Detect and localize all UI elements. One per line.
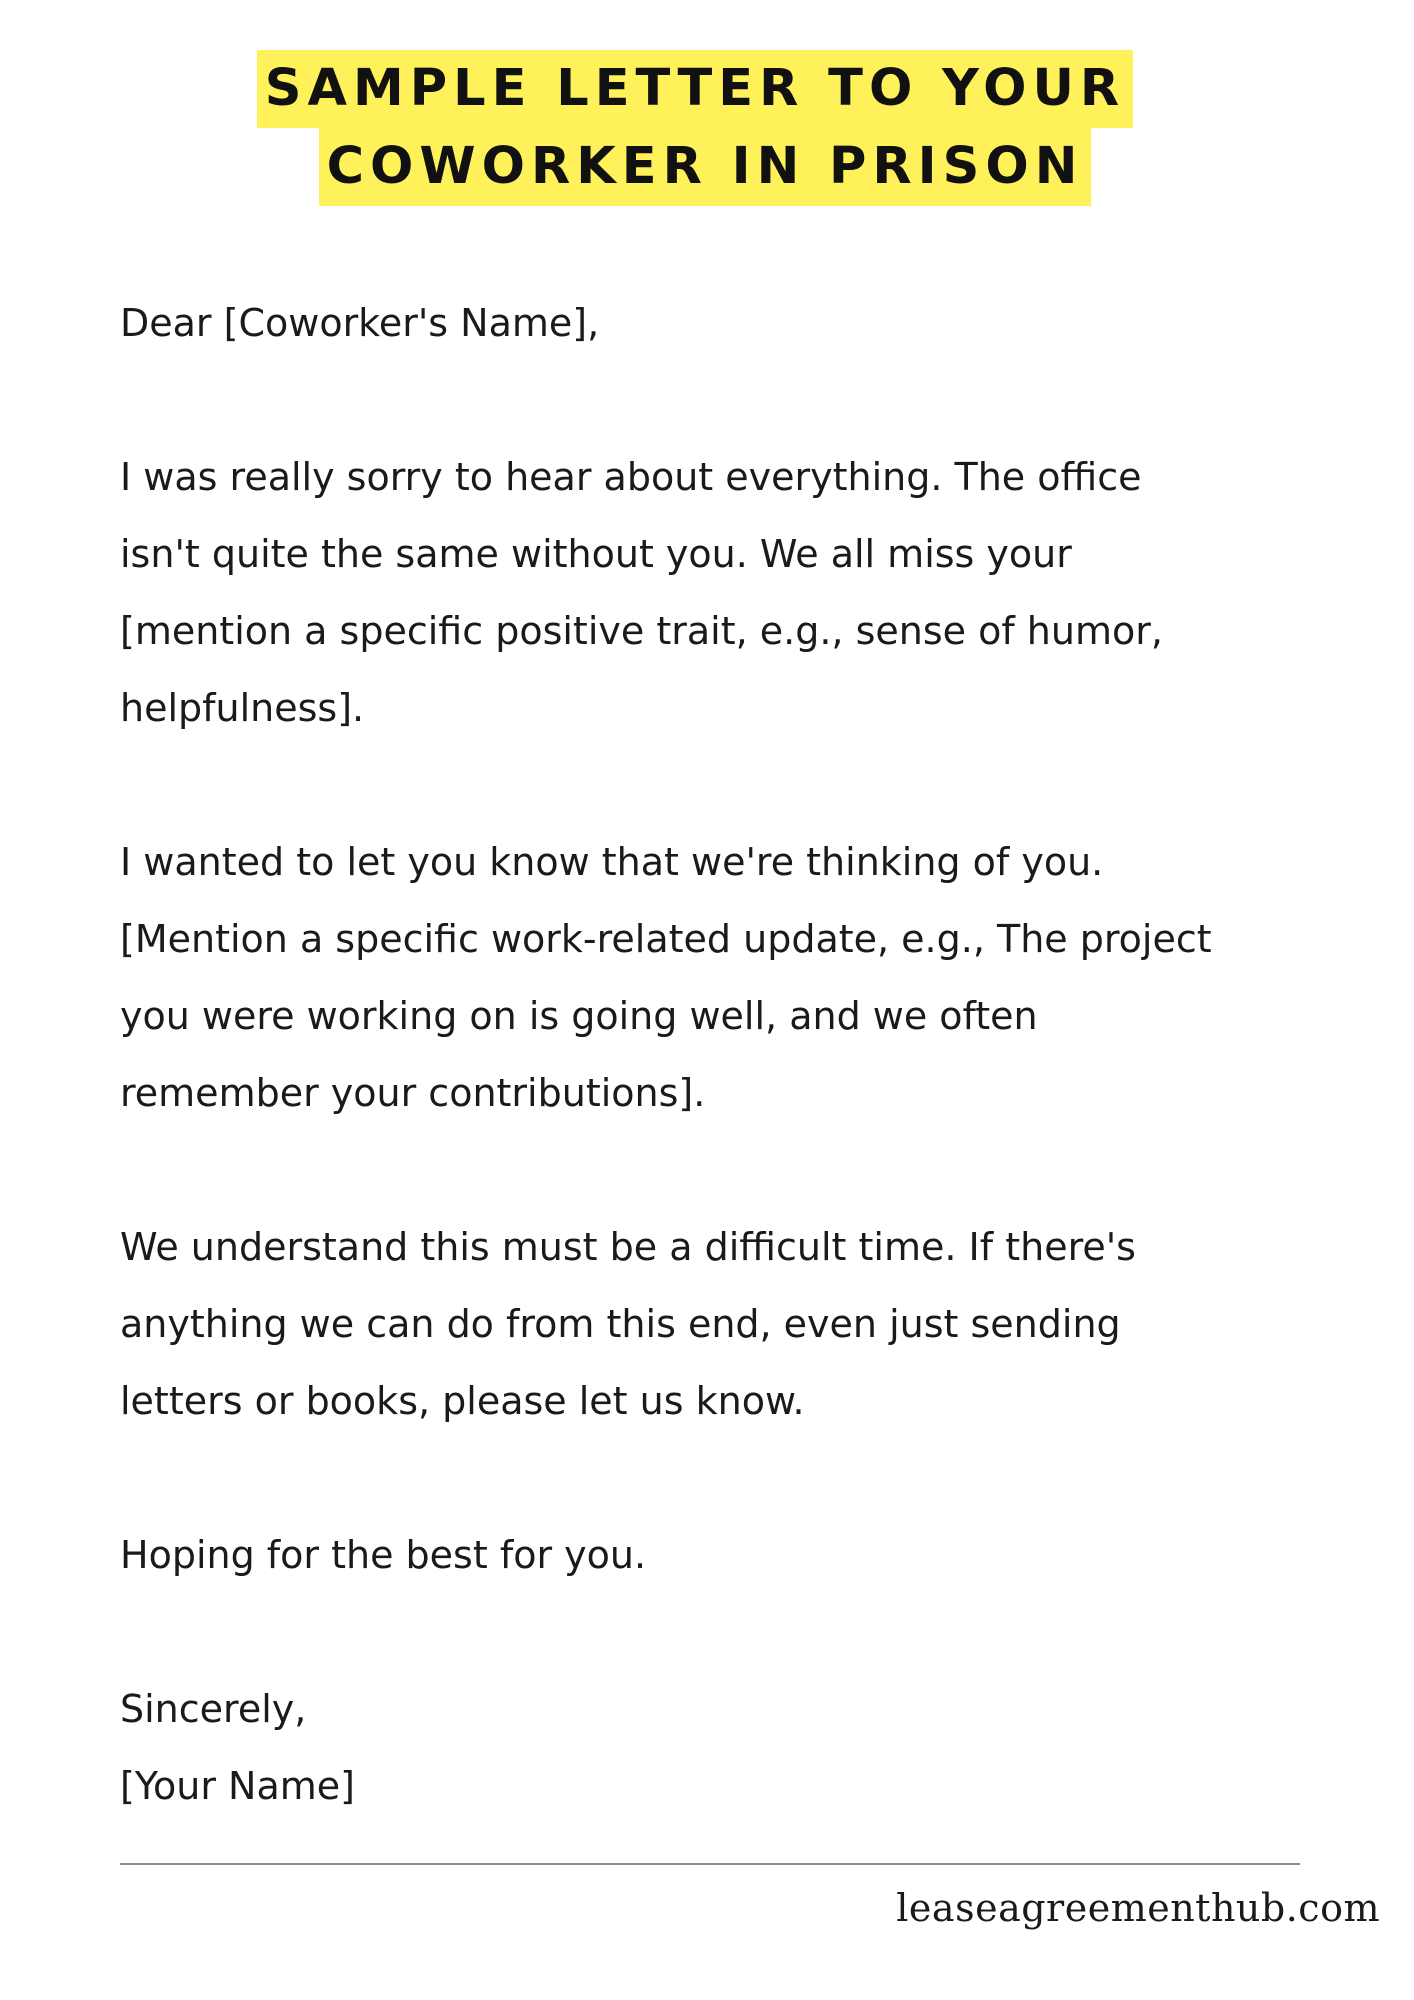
footer-divider <box>120 1863 1300 1865</box>
title-line-2: COWORKER IN PRISON <box>319 128 1092 206</box>
signoff: Sincerely, <box>120 1687 307 1731</box>
paragraph-2-line: I wanted to let you know that we're thinking of you. <box>120 840 1104 884</box>
letter-body <box>120 285 1360 1902</box>
salutation <box>120 285 1360 362</box>
title-line-1: SAMPLE LETTER TO YOUR <box>257 50 1133 128</box>
signature-block <box>120 1671 1360 1825</box>
paragraph-3-line: We understand this must be a difficult time. If there's <box>120 1225 1136 1269</box>
paragraph-1-line: I was really sorry to hear about everything. The office <box>120 455 1142 499</box>
closing-line <box>120 1517 1360 1594</box>
paragraph-3 <box>120 1209 1360 1440</box>
paragraph-1 <box>120 439 1360 747</box>
page-title <box>0 50 1414 206</box>
paragraph-2-line: [Mention a specific work-related update, e.g., The project <box>120 917 1212 961</box>
paragraph-1-line: helpfulness]. <box>120 686 365 730</box>
signature-placeholder: [Your Name] <box>120 1764 355 1808</box>
paragraph-2-line: remember your contributions]. <box>120 1071 706 1115</box>
paragraph-3-line: letters or books, please let us know. <box>120 1379 805 1423</box>
closing-line-text: Hoping for the best for you. <box>120 1533 647 1577</box>
paragraph-2-line: you were working on is going well, and we often <box>120 994 1038 1038</box>
paragraph-3-line: anything we can do from this end, even just sending <box>120 1302 1121 1346</box>
paragraph-1-line: isn't quite the same without you. We all miss your <box>120 532 1072 576</box>
salutation-text: Dear [Coworker's Name], <box>120 301 600 345</box>
paragraph-2 <box>120 824 1360 1132</box>
footer-site-name: leaseagreementhub.com <box>896 1886 1380 1930</box>
paragraph-1-line: [mention a specific positive trait, e.g., sense of humor, <box>120 609 1163 653</box>
